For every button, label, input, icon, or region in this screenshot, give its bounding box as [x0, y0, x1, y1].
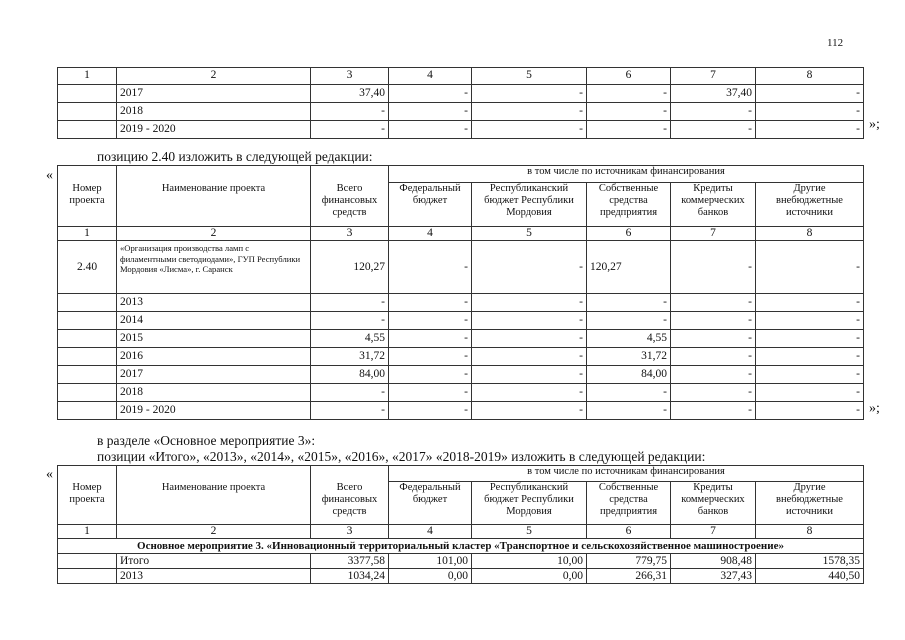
closing-quote: »; [869, 117, 880, 132]
cell: 2017 [117, 85, 311, 103]
cell: - [756, 384, 864, 402]
cell: Итого [117, 554, 311, 569]
table-row [58, 312, 864, 330]
cell: 327,43 [671, 569, 756, 584]
table-row [58, 402, 864, 420]
header-row [58, 482, 864, 525]
cell [58, 402, 117, 420]
cell: - [389, 348, 472, 366]
colnum: 8 [756, 525, 864, 539]
cell [58, 103, 117, 121]
table-row [58, 366, 864, 384]
cell: 0,00 [472, 569, 587, 584]
section-title-row [58, 539, 864, 554]
cell: 4,55 [587, 330, 671, 348]
instruction-text: позиции «Итого», «2013», «2014», «2015», «2016», «2017» «2018-2019» изложить в следующей редакции: [97, 449, 706, 464]
table-row [58, 121, 864, 139]
header-blank [117, 166, 311, 183]
cell: - [671, 312, 756, 330]
cell: - [671, 241, 756, 294]
cell [58, 85, 117, 103]
header-total: Всего финансовых средств [311, 482, 389, 525]
cell: - [472, 384, 587, 402]
cell: - [389, 241, 472, 294]
cell: - [311, 312, 389, 330]
cell: - [671, 366, 756, 384]
colnum: 5 [472, 525, 587, 539]
header-own: Собственные средства предприятия [587, 183, 671, 227]
cell [58, 554, 117, 569]
cell: - [389, 121, 472, 139]
colnum: 6 [587, 68, 671, 85]
colnum: 7 [671, 525, 756, 539]
header-republic: Республиканский бюджет Республики Мордовия [472, 183, 587, 227]
colnum: 3 [311, 68, 389, 85]
table-row [58, 294, 864, 312]
cell: - [671, 402, 756, 420]
table-row [58, 348, 864, 366]
colnum: 3 [311, 525, 389, 539]
cell: - [756, 330, 864, 348]
cell: 2018 [117, 384, 311, 402]
cell: 31,72 [587, 348, 671, 366]
cell: - [671, 384, 756, 402]
cell: 84,00 [587, 366, 671, 384]
header-blank [311, 466, 389, 482]
table-row [58, 569, 864, 584]
colnum: 4 [389, 68, 472, 85]
header-top-row [58, 166, 864, 183]
cell: - [756, 348, 864, 366]
cell: 2016 [117, 348, 311, 366]
cell: - [756, 312, 864, 330]
instruction-text: в разделе «Основное мероприятие 3»: [97, 433, 316, 448]
header-top-row [58, 466, 864, 482]
page-number: 112 [827, 37, 844, 49]
colnum: 8 [756, 68, 864, 85]
project-name: «Организация производства ламп с филаментными светодиодами», ГУП Республики Мордовия «Лисма», г. Саранск [117, 241, 311, 294]
cell: - [587, 103, 671, 121]
cell: - [389, 85, 472, 103]
cell: 120,27 [311, 241, 389, 294]
project-row [58, 241, 864, 294]
table-row [58, 330, 864, 348]
colnum: 2 [117, 68, 311, 85]
cell [58, 348, 117, 366]
cell: - [587, 121, 671, 139]
header-blank [117, 466, 311, 482]
cell [58, 294, 117, 312]
cell: 2013 [117, 569, 311, 584]
colnum: 3 [311, 227, 389, 241]
cell: - [389, 402, 472, 420]
colnum: 5 [472, 68, 587, 85]
colnum: 8 [756, 227, 864, 241]
cell: - [311, 294, 389, 312]
cell: - [472, 85, 587, 103]
cell: 3377,58 [311, 554, 389, 569]
colnum: 1 [58, 525, 117, 539]
cell: - [472, 103, 587, 121]
project-number: 2.40 [58, 241, 117, 294]
cell: 2019 - 2020 [117, 121, 311, 139]
cell [58, 312, 117, 330]
cell: - [587, 294, 671, 312]
cell: 440,50 [756, 569, 864, 584]
cell [58, 121, 117, 139]
cell: - [389, 294, 472, 312]
header-project-name: Наименование проекта [117, 183, 311, 227]
cell: - [311, 121, 389, 139]
header-project-number: Номер проекта [58, 482, 117, 525]
header-republic: Республиканский бюджет Республики Мордовия [472, 482, 587, 525]
table-row [58, 85, 864, 103]
cell: - [756, 121, 864, 139]
header-sources-span: в том числе по источникам финансирования [389, 166, 864, 183]
column-number-row [58, 525, 864, 539]
colnum: 1 [58, 227, 117, 241]
cell [58, 330, 117, 348]
cell: 4,55 [311, 330, 389, 348]
cell: - [389, 330, 472, 348]
colnum: 1 [58, 68, 117, 85]
header-blank [311, 166, 389, 183]
table-position-2-40 [57, 165, 864, 420]
cell: 2015 [117, 330, 311, 348]
cell: - [472, 312, 587, 330]
cell: - [389, 312, 472, 330]
cell [58, 384, 117, 402]
cell: 908,48 [671, 554, 756, 569]
header-other: Другие внебюджетные источники [756, 482, 864, 525]
header-blank [58, 466, 117, 482]
cell: 120,27 [587, 241, 671, 294]
cell: 1034,24 [311, 569, 389, 584]
table-row [58, 554, 864, 569]
cell [58, 366, 117, 384]
colnum: 6 [587, 227, 671, 241]
cell [58, 569, 117, 584]
cell: - [671, 330, 756, 348]
cell: 1578,35 [756, 554, 864, 569]
cell: - [756, 294, 864, 312]
cell: - [472, 121, 587, 139]
header-other: Другие внебюджетные источники [756, 183, 864, 227]
header-credits: Кредиты коммерческих банков [671, 482, 756, 525]
cell: - [472, 366, 587, 384]
cell: 779,75 [587, 554, 671, 569]
cell: - [756, 366, 864, 384]
header-sources-span: в том числе по источникам финансирования [389, 466, 864, 482]
cell: 10,00 [472, 554, 587, 569]
cell: 2019 - 2020 [117, 402, 311, 420]
header-federal: Федеральный бюджет [389, 183, 472, 227]
cell: - [756, 241, 864, 294]
colnum: 4 [389, 525, 472, 539]
cell: - [587, 312, 671, 330]
table-main-activity-3 [57, 465, 864, 584]
cell: 37,40 [671, 85, 756, 103]
cell: - [671, 121, 756, 139]
colnum: 4 [389, 227, 472, 241]
header-blank [58, 166, 117, 183]
cell: - [472, 348, 587, 366]
header-total: Всего финансовых средств [311, 183, 389, 227]
table-row [58, 103, 864, 121]
cell: - [472, 402, 587, 420]
header-federal: Федеральный бюджет [389, 482, 472, 525]
cell: 2017 [117, 366, 311, 384]
cell: 31,72 [311, 348, 389, 366]
column-number-row [58, 227, 864, 241]
cell: - [472, 294, 587, 312]
table-continuation [57, 67, 864, 139]
cell: - [587, 402, 671, 420]
header-project-number: Номер проекта [58, 183, 117, 227]
column-number-row [58, 68, 864, 85]
colnum: 7 [671, 227, 756, 241]
header-own: Собственные средства предприятия [587, 482, 671, 525]
cell: - [389, 103, 472, 121]
cell: 84,00 [311, 366, 389, 384]
colnum: 2 [117, 525, 311, 539]
header-project-name: Наименование проекта [117, 482, 311, 525]
opening-quote: « [46, 168, 53, 183]
cell: 101,00 [389, 554, 472, 569]
closing-quote: »; [869, 401, 880, 416]
header-credits: Кредиты коммерческих банков [671, 183, 756, 227]
cell: - [587, 85, 671, 103]
colnum: 7 [671, 68, 756, 85]
cell: - [389, 366, 472, 384]
cell: - [311, 402, 389, 420]
cell: - [389, 384, 472, 402]
cell: 2018 [117, 103, 311, 121]
opening-quote: « [46, 467, 53, 482]
colnum: 2 [117, 227, 311, 241]
cell: - [756, 103, 864, 121]
cell: - [671, 348, 756, 366]
cell: - [756, 85, 864, 103]
cell: - [311, 384, 389, 402]
cell: - [671, 294, 756, 312]
colnum: 5 [472, 227, 587, 241]
cell: 0,00 [389, 569, 472, 584]
section-title: Основное мероприятие 3. «Инновационный территориальный кластер «Транспортное и сельскохозяйственное машиностроение» [58, 539, 864, 554]
cell: - [587, 384, 671, 402]
colnum: 6 [587, 525, 671, 539]
cell: 37,40 [311, 85, 389, 103]
cell: - [472, 330, 587, 348]
cell: 266,31 [587, 569, 671, 584]
cell: - [311, 103, 389, 121]
cell: - [472, 241, 587, 294]
cell: - [671, 103, 756, 121]
header-row [58, 183, 864, 227]
cell: 2014 [117, 312, 311, 330]
cell: 2013 [117, 294, 311, 312]
table-row [58, 384, 864, 402]
instruction-text: позицию 2.40 изложить в следующей редакции: [97, 149, 373, 164]
cell: - [756, 402, 864, 420]
